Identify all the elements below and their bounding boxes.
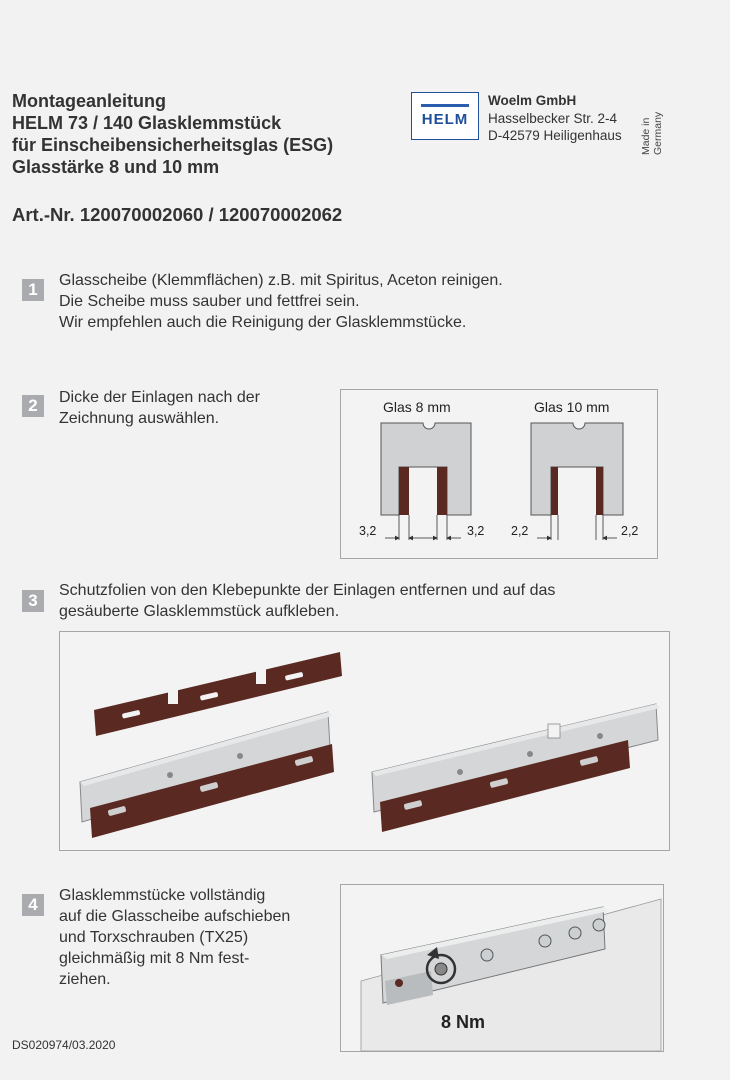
glas-8-label: Glas 8 mm xyxy=(383,399,451,415)
mounting-illustration xyxy=(340,884,664,1052)
title-line-1: Montageanleitung xyxy=(12,91,166,111)
profile-8mm xyxy=(381,423,471,540)
document-title xyxy=(12,90,412,178)
step-2-line: Dicke der Einlagen nach der xyxy=(59,389,261,406)
company-city: D-42579 Heiligenhaus xyxy=(488,128,622,143)
step-1-number: 1 xyxy=(22,279,44,301)
step-4-number: 4 xyxy=(22,894,44,916)
company-name: Woelm GmbH xyxy=(488,93,577,108)
clamp-profile-drawing xyxy=(341,390,657,558)
made-in-line-2: Germany xyxy=(652,111,664,155)
dim-10-right: 2,2 xyxy=(621,524,639,538)
step-1-line: Glasscheibe (Klemmflächen) z.B. mit Spiritus, Aceton reinigen. xyxy=(59,272,503,289)
glas-10-label: Glas 10 mm xyxy=(534,399,610,415)
step-1-line: Die Scheibe muss sauber und fettfrei sein. xyxy=(59,293,360,310)
torque-label: 8 Nm xyxy=(441,1012,486,1032)
step-4-line: Glasklemmstücke vollständig xyxy=(59,887,266,904)
title-line-3: für Einscheibensicherheitsglas (ESG) xyxy=(12,135,334,155)
step-2-line: Zeichnung auswählen. xyxy=(59,410,220,427)
logo-text: HELM xyxy=(421,111,469,128)
step-3-line: gesäuberte Glasklemmstück aufkleben. xyxy=(59,603,340,620)
step-3-line: Schutzfolien von den Klebepunkte der Einlagen entfernen und auf das xyxy=(59,582,556,599)
dim-8-left: 3,2 xyxy=(359,524,377,538)
step-3-text xyxy=(59,580,555,622)
profile-10mm xyxy=(531,423,623,540)
step-4-line: gleichmäßig mit 8 Nm fest- xyxy=(59,950,250,967)
step-1-text xyxy=(59,270,503,333)
company-street: Hasselbecker Str. 2-4 xyxy=(488,110,618,126)
step-1-line: Wir empfehlen auch die Reinigung der Glasklemmstücke. xyxy=(59,314,467,331)
helm-logo xyxy=(411,92,479,140)
article-number: Art.-Nr. 120070002060 / 120070002062 xyxy=(12,204,343,225)
step-4-line: auf die Glasscheibe aufschieben xyxy=(59,908,291,925)
mounting-drawing xyxy=(341,885,663,1051)
insert-thickness-diagram xyxy=(340,389,658,559)
made-in-germany xyxy=(640,95,674,155)
company-address xyxy=(488,92,622,145)
title-line-4: Glasstärke 8 und 10 mm xyxy=(12,157,220,177)
document-code: DS020974/03.2020 xyxy=(12,1038,116,1052)
step-4-line: ziehen. xyxy=(59,971,111,988)
insert-assembly-illustration xyxy=(59,631,670,851)
step-3-number: 3 xyxy=(22,590,44,612)
step-4-text xyxy=(59,885,327,990)
insert-assembly-drawing xyxy=(60,632,669,850)
step-2-text xyxy=(59,387,260,429)
title-line-2: HELM 73 / 140 Glasklemmstück xyxy=(12,113,282,133)
dim-8-right: 3,2 xyxy=(467,524,485,538)
step-4-line: und Torxschrauben (TX25) xyxy=(59,929,249,946)
dim-10-left: 2,2 xyxy=(511,524,529,538)
step-2-number: 2 xyxy=(22,395,44,417)
made-in-line-1: Made in xyxy=(640,117,652,155)
